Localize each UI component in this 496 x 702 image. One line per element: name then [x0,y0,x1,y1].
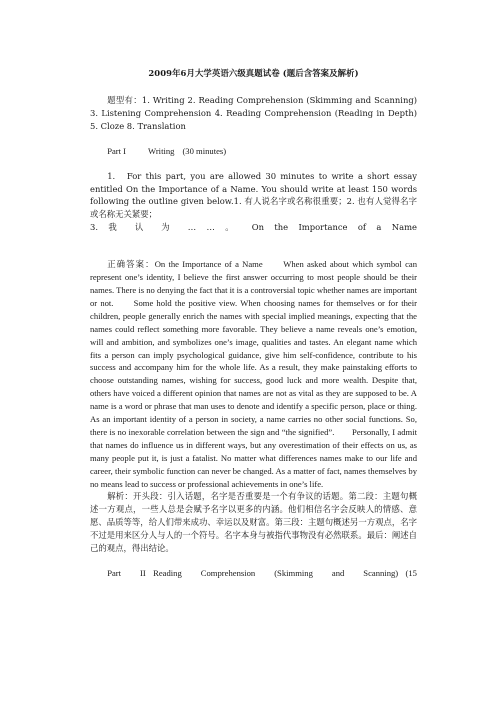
analysis-text: 解析：开头段：引入话题，名字是否重要是一个有争议的话题。第二段：主题句概述一方观点，一些人总是会赋予名字以更多的内涵。他们相信名字会反映人的情感、意愿、品质等等，给人们带来成功、幸运以及财富。第三段：主题句概述另一方观点，名字不过是用来区分人与人的一个符号。名字本身与被指代事物没有必然联系。最后：阐述自己的观点，得出结论。 [90,491,417,554]
answer-text: On the Importance of a Name When asked about which symbol can represent one’s identity, I believe the first answer occurring to most people should be their names. There is no denying the fact that it is a controversial topic whether names are important or not. Some hold the positive view. When choosing names for themselves or for their children, people generally enrich the names with special implied meanings, expecting that the names could reflect something more favorable. They believe a name reveals one’s emotion, will and ambition, and symbolizes one’s image, qualities and tastes. An elegant name which fits a person can imply psychological guidance, give him self-confidence, contribute to his success and accompany him for the whole life. As a result, they make painstaking efforts to choose outstanding names, wishing for success, good luck and more wealth. Despite that, others have voiced a different opinion that names are not as vital as they are supposed to be. A name is a word or phrase that man uses to denote and identify a specific person, place or thing. As an important identity of a person in society, a name carries no other social functions. So, there is no inexorable correlation between the sign and “the signified”. Personally, I admit that names do influence us in different ways, but any overestimation of their effects on us, as many people put it, is just a fatalist. No matter what differences names make to our life and career, their symbolic function can never be changed. As a matter of fact, names themselves by no means lead to success or professional achievements in one’s life. [90,259,417,489]
question-types [90,94,417,133]
part1-name: Writing [148,145,175,156]
outline-point-3: 3. 我 认 为 … … 。 [90,222,242,233]
part2-name: Reading Comprehension (Skimming and Scanning) [153,568,399,578]
essay-title-inline: On the Importance of a Name [251,222,417,233]
answer-label: 正确答案： [107,259,155,270]
question-1-outline-point-3 [90,221,417,234]
part1-label: Part I [107,145,127,156]
question-1-text: 1. For this part, you are allowed 30 minutes to write a short essay entitled On the Importance of a Name. You should write at least 150 words following the outline given below.1. 有人说名字或名称很重要；2. 也有人觉得名字或名称无关紧要； [90,170,417,220]
question-types-text: 题型有：1. Writing 2. Reading Comprehension (Skimming and Scanning) 3. Listening Comprehension 4. Reading Comprehension (Reading in Depth) 5. Cloze 8. Translation [90,95,417,131]
part1-time: (30 minutes) [182,145,227,156]
document-title: 2009年6月大学英语六级真题试卷 (题后含答案及解析) [148,68,359,78]
part2-time: (15 [405,568,417,578]
question-1-prompt [90,170,417,222]
answer-block [90,258,417,490]
analysis-block [90,490,417,555]
part2-heading [90,567,417,580]
part1-heading [90,145,417,158]
part2-label: Part II [107,568,146,578]
document-page [90,66,417,580]
